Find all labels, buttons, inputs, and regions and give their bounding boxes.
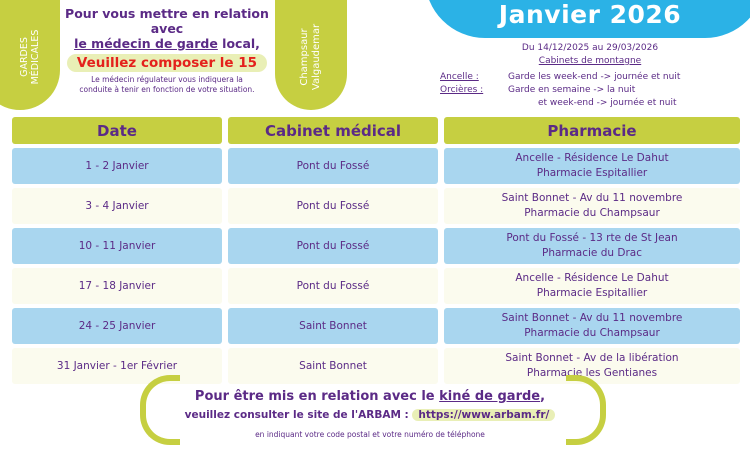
- ancelle-text: Garde les week-end -> journée et nuit: [508, 72, 681, 82]
- badge-right-line1: Champsaur: [299, 28, 310, 86]
- champsaur-label: [266, 23, 356, 91]
- kine-line1-comma: ,: [540, 389, 546, 404]
- orcieres-label: Orcières :: [440, 85, 484, 95]
- pharmacie-address: Ancelle - Résidence Le Dahut: [515, 272, 669, 284]
- row-cabinet: Pont du Fossé: [228, 228, 438, 264]
- pharmacie-address: Saint Bonnet - Av du 11 novembre: [501, 312, 683, 324]
- pharmacie-name: Pharmacie Espitallier: [536, 167, 648, 179]
- pharmacie-address: Ancelle - Résidence Le Dahut: [515, 152, 669, 164]
- call-15-pill: Veuillez composer le 15: [67, 54, 267, 72]
- pharmacie-name: Pharmacie du Champsaur: [524, 327, 660, 339]
- cabinets-montagne-title: Cabinets de montagne: [538, 56, 642, 66]
- badge-left-line1: GARDES: [19, 37, 30, 77]
- pharmacie-name: Pharmacie du Champsaur: [524, 207, 660, 219]
- header-pharmacie: Pharmacie: [444, 117, 740, 144]
- row-date: 31 Janvier - 1er Février: [12, 348, 222, 384]
- row-pharmacie: [444, 348, 740, 384]
- pharmacie-name: Pharmacie Espitallier: [536, 287, 648, 299]
- pharmacie-address: Saint Bonnet - Av du 11 novembre: [501, 192, 683, 204]
- table-row: [12, 308, 740, 344]
- medecin-de-garde-text: le médecin de garde: [74, 36, 218, 51]
- intro-line2-end: local,: [217, 36, 260, 51]
- pharmacie-address: Saint Bonnet - Av de la libération: [505, 352, 679, 364]
- intro-small1: Le médecin régulateur vous indiquera la: [91, 75, 243, 84]
- orcieres-spacer: [440, 97, 508, 110]
- table-header: [12, 117, 740, 144]
- garde-table: [12, 117, 740, 384]
- table-row: [12, 268, 740, 304]
- row-date: 17 - 18 Janvier: [12, 268, 222, 304]
- pharmacie-name: Pharmacie les Gentianes: [526, 367, 658, 379]
- badge-left-line2: MÉDICALES: [30, 29, 41, 85]
- badge-right-line2: Valgaudemar: [311, 23, 322, 91]
- row-date: 1 - 2 Janvier: [12, 148, 222, 184]
- table-row: [12, 348, 740, 384]
- orcieres-text2: et week-end -> journée et nuit: [538, 98, 677, 108]
- intro-block: [62, 6, 272, 95]
- table-row: [12, 188, 740, 224]
- ancelle-label: Ancelle :: [440, 72, 479, 82]
- table-row: [12, 148, 740, 184]
- intro-line1: Pour vous mettre en relation avec: [65, 6, 269, 36]
- arbam-link[interactable]: https://www.arbam.fr/: [412, 409, 555, 421]
- table-row: [12, 228, 740, 264]
- row-cabinet: Saint Bonnet: [228, 348, 438, 384]
- row-pharmacie: [444, 188, 740, 224]
- header-date: Date: [12, 117, 222, 144]
- row-pharmacie: [444, 228, 740, 264]
- kine-de-garde-text: kiné de garde: [439, 389, 541, 404]
- row-pharmacie: [444, 268, 740, 304]
- pharmacie-address: Pont du Fossé - 13 rte de St Jean: [506, 232, 678, 244]
- kine-line2-text: veuillez consulter le site de l'ARBAM :: [184, 409, 413, 421]
- row-cabinet: Pont du Fossé: [228, 188, 438, 224]
- row-cabinet: Pont du Fossé: [228, 268, 438, 304]
- month-title: Janvier 2026: [498, 0, 682, 29]
- row-cabinet: Saint Bonnet: [228, 308, 438, 344]
- kine-line3: en indiquant votre code postal et votre numéro de téléphone: [255, 430, 485, 439]
- intro-line2: [62, 36, 272, 52]
- intro-small2: conduite à tenir en fonction de votre situation.: [79, 85, 255, 94]
- row-date: 10 - 11 Janvier: [12, 228, 222, 264]
- mountain-schedule: [440, 71, 740, 110]
- row-pharmacie: [444, 148, 740, 184]
- orcieres-text: Garde en semaine -> la nuit: [508, 85, 636, 95]
- header-cabinet: Cabinet médical: [228, 117, 438, 144]
- kine-line2: [150, 409, 590, 421]
- row-cabinet: Pont du Fossé: [228, 148, 438, 184]
- kine-line1: [150, 389, 590, 404]
- pharmacie-name: Pharmacie du Drac: [542, 247, 642, 259]
- kine-line1-text: Pour être mis en relation avec le: [194, 389, 440, 404]
- row-date: 3 - 4 Janvier: [12, 188, 222, 224]
- row-pharmacie: [444, 308, 740, 344]
- period-text: Du 14/12/2025 au 29/03/2026: [521, 43, 659, 53]
- row-date: 24 - 25 Janvier: [12, 308, 222, 344]
